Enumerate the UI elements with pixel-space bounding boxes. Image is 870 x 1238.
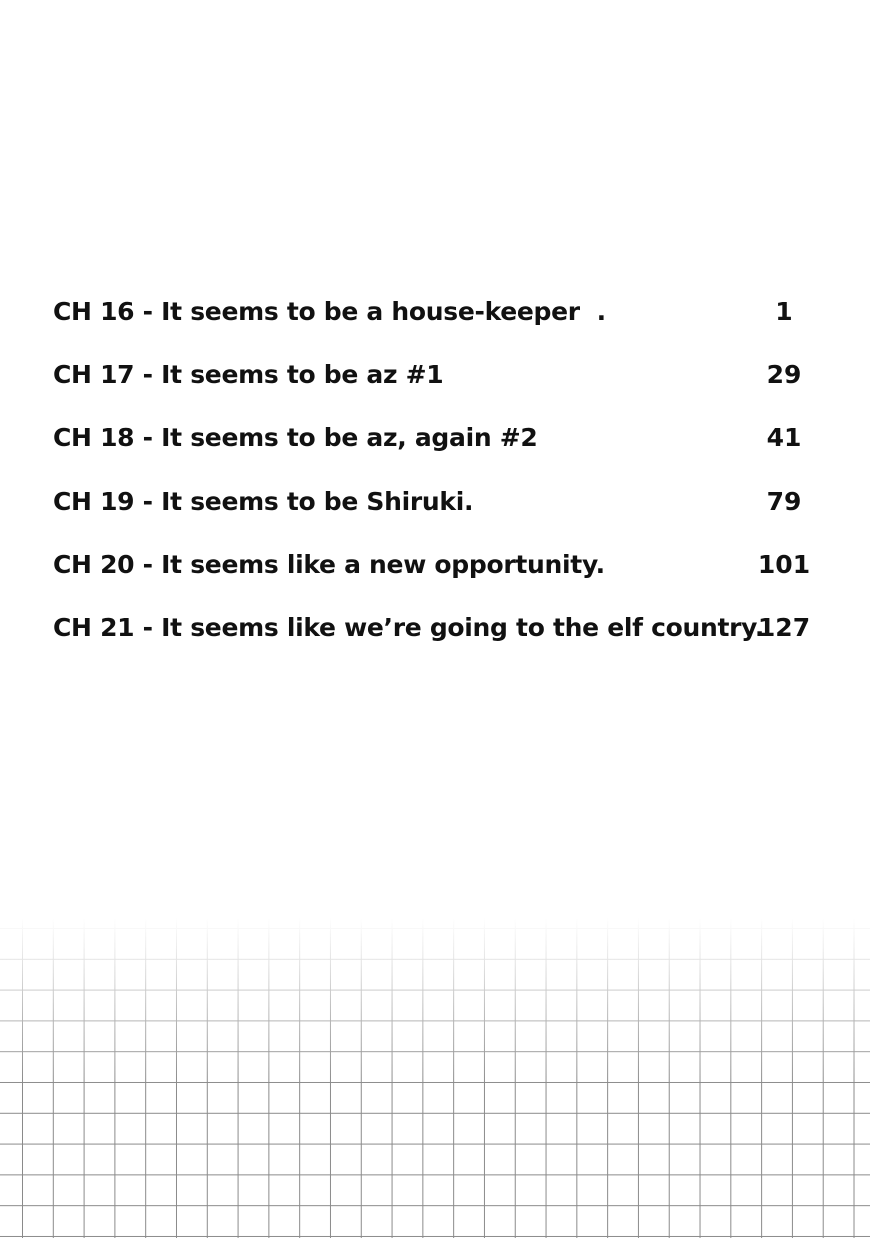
chapter-title: CH 21 - It seems like we’re going to the elf country. (53, 612, 765, 642)
toc-entry-ch17 (0, 343, 870, 406)
chapter-page-number: 101 (757, 549, 811, 579)
table-of-contents (0, 280, 870, 659)
chapter-title: CH 16 - It seems to be a house-keeper . (53, 297, 606, 326)
chapter-page-number: 41 (766, 423, 802, 453)
chapter-title: CH 19 - It seems to be Shiruki. (53, 486, 474, 516)
toc-entry-ch18 (0, 406, 870, 469)
toc-entry-ch20 (0, 533, 870, 596)
toc-entry-ch16 (0, 280, 870, 343)
chapter-title: CH 20 - It seems like a new opportunity. (53, 549, 605, 579)
chapter-page-number: 127 (757, 612, 811, 642)
grid-pattern-decoration (0, 918, 870, 1238)
chapter-title: CH 18 - It seems to be az, again #2 (53, 423, 538, 453)
toc-entry-ch19 (0, 470, 870, 533)
chapter-page-number: 1 (775, 297, 793, 326)
toc-entry-ch21 (0, 596, 870, 659)
chapter-page-number: 29 (766, 360, 802, 390)
chapter-title: CH 17 - It seems to be az #1 (53, 360, 444, 390)
chapter-page-number: 79 (766, 486, 802, 516)
